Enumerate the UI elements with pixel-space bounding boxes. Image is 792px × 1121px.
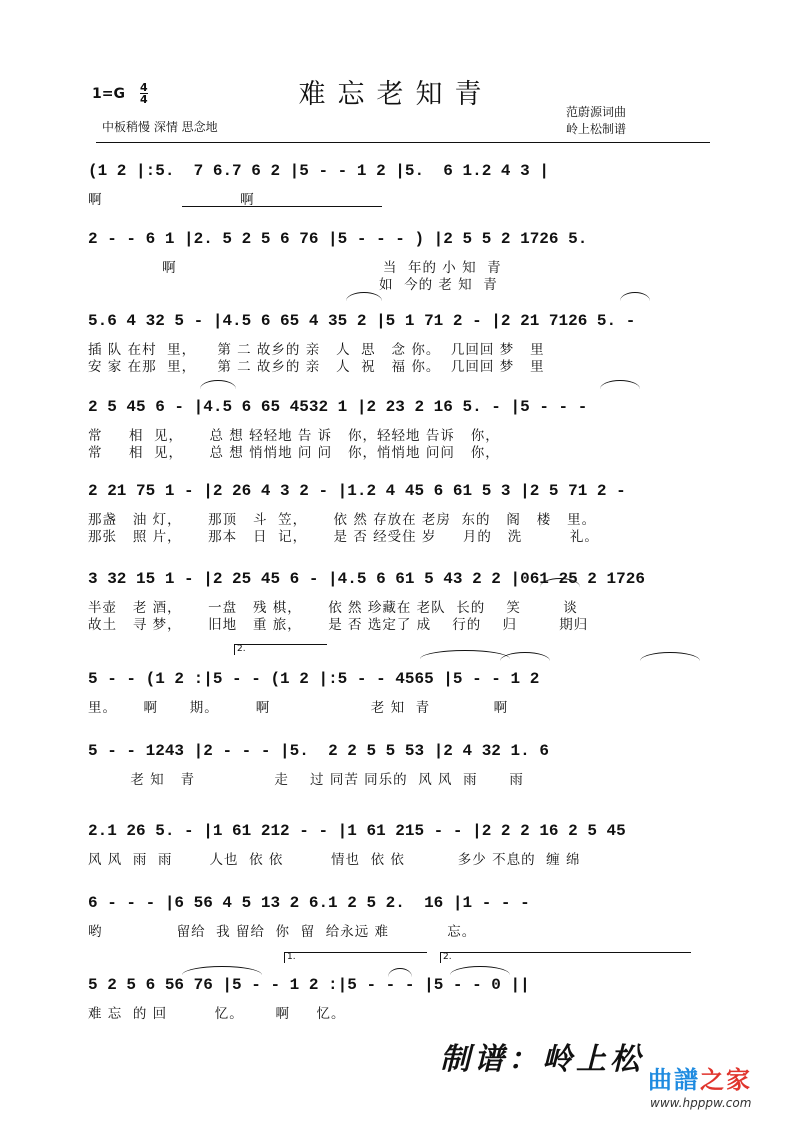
lyric-line: 里。 啊 期。 啊 老 知 青 啊 — [88, 700, 509, 716]
measure: :5. 7 6.7 6 2 — [145, 162, 290, 180]
measure: 5 2 5 6 56 76 — [88, 976, 223, 994]
measure: (1 2 — [88, 162, 137, 180]
lyric-line: 那张 照 片， 那本 日 记， 是 否 经受住 岁 月的 洗 礼。 — [88, 529, 599, 545]
measure: 5 - - (1 2 — [212, 670, 319, 688]
barline: | — [328, 230, 338, 248]
barline: | — [424, 976, 434, 994]
barline: | — [164, 894, 175, 912]
measure: 2 26 4 3 2 - — [212, 482, 338, 500]
barline: | — [222, 976, 233, 994]
song-title: 难忘老知青 — [298, 79, 494, 110]
logo-part2: 之家 — [700, 1066, 752, 1094]
barline: | — [184, 230, 194, 248]
barline: | — [510, 976, 521, 994]
volta-second-ending: 2. — [440, 952, 691, 963]
barline: | — [539, 162, 549, 180]
measure: 5. 6 1.2 4 3 — [404, 162, 540, 180]
lyric-line: 难 忘 的 回 忆。 啊 忆。 — [88, 1006, 346, 1022]
barline: | — [280, 742, 290, 760]
barline: | — [289, 162, 300, 180]
meter-bottom: 4 — [140, 93, 148, 106]
barline: | — [433, 230, 444, 248]
barline: | — [337, 482, 348, 500]
measure: 5 - - 1 2 — [299, 162, 396, 180]
measure: 2 21 75 1 - — [88, 482, 204, 500]
measure: 6 56 4 5 13 2 6.1 2 5 2. 16 — [174, 894, 453, 912]
lyric-line: 插 队 在村 里， 第 二 故乡的 亲 人 思 念 你。 几回回 梦 里 — [88, 342, 545, 358]
measure: 2 2 2 16 2 5 45 — [481, 822, 626, 840]
lyric-line: 故土 寻 梦， 旧地 重 旅， 是 否 选定了 成 行的 归 期归 — [88, 617, 589, 633]
repeat-bracket — [96, 142, 710, 143]
notation-row — [88, 818, 708, 844]
measure: :5 - - 4565 — [328, 670, 444, 688]
lyric-line: 常 相 见， 总 想 悄悄地 问 问 你，悄悄地 问问 你， — [88, 445, 500, 461]
measure: 5 - - 1 2 : — [232, 976, 338, 994]
watermark-url: www.hpppw.com — [650, 1096, 752, 1110]
measure: 2 - - 6 1 — [88, 230, 185, 248]
measure: 5 - - - — [520, 398, 588, 416]
measure: 1 61 212 - - — [212, 822, 338, 840]
slur-mark — [182, 966, 262, 975]
measure: 5 - - 0 — [433, 976, 511, 994]
measure: 3 32 15 1 - — [88, 570, 204, 588]
barline: | — [337, 822, 348, 840]
notation-row — [88, 738, 708, 764]
barline: | — [193, 742, 204, 760]
slur-mark — [388, 968, 412, 977]
barline: | — [193, 398, 204, 416]
notation-row — [88, 566, 708, 592]
measure: 5 - - (1 2 : — [88, 670, 204, 688]
time-signature — [140, 82, 148, 105]
measure: 2 25 45 6 - — [212, 570, 329, 588]
measure: 1 - - - — [462, 894, 530, 912]
slur-mark — [500, 652, 550, 661]
barline: | — [520, 482, 530, 500]
barline: | — [356, 398, 367, 416]
measure: 4.5 6 65 4 35 2 — [222, 312, 377, 330]
barline: | — [136, 162, 146, 180]
barline: | — [520, 976, 530, 994]
measure: 5. 2 2 5 5 53 — [289, 742, 434, 760]
measure: 5 1 71 2 - — [385, 312, 492, 330]
arranger-signature: 制谱：岭上松 — [440, 1042, 644, 1077]
barline: | — [203, 670, 213, 688]
measure: 2 5 71 2 - — [529, 482, 626, 500]
measure: 061 25 2 1726 — [520, 570, 645, 588]
logo-part1: 曲譜 — [648, 1066, 700, 1094]
barline: | — [443, 670, 453, 688]
slur-mark — [620, 292, 650, 301]
credits — [566, 104, 626, 138]
lyric-line: 半壶 老 酒， 一盘 残 棋， 依 然 珍藏在 老队 长的 笑 谈 — [88, 600, 578, 616]
tempo-marking: 中板稍慢 深情 思念地 — [102, 120, 218, 134]
measure: 2. 5 2 5 6 76 — [193, 230, 329, 248]
measure: 2 5 45 6 - — [88, 398, 194, 416]
measure: 1 61 215 - - — [347, 822, 473, 840]
arranger: 岭上松制谱 — [566, 122, 627, 136]
measure: 4.5 6 65 4532 1 — [203, 398, 357, 416]
slur-mark — [200, 380, 236, 389]
measure: 5 - - - ) — [337, 230, 434, 248]
watermark-logo — [648, 1060, 752, 1095]
barline: | — [203, 822, 213, 840]
lyricist-composer: 范蔚源词曲 — [566, 105, 627, 119]
notation-row — [88, 478, 708, 504]
barline: | — [318, 670, 329, 688]
measure: 5 - - 1 2 — [452, 670, 540, 688]
slur-mark — [600, 380, 640, 389]
measure: 1.2 4 45 6 61 5 3 — [347, 482, 521, 500]
barline: | — [510, 570, 521, 588]
measure: 5.6 4 32 5 - — [88, 312, 213, 330]
measure: 6 - - - — [88, 894, 165, 912]
barline: | — [510, 398, 521, 416]
measure: 4.5 6 61 5 43 2 2 — [337, 570, 511, 588]
barline: | — [433, 742, 444, 760]
lyric-line: 风 风 雨 雨 人也 依 依 情也 依 依 多少 不息的 缠 绵 — [88, 852, 581, 868]
notation-row — [88, 890, 708, 916]
lyric-line: 啊 当 年的 小 知 青 — [88, 260, 502, 276]
volta-second-ending: 2. — [234, 644, 327, 655]
barline: | — [472, 822, 482, 840]
slur-mark — [420, 650, 510, 659]
slur-mark — [640, 652, 700, 661]
notation-row — [88, 158, 708, 184]
slur-mark — [346, 292, 382, 301]
measure: 5 - - 1243 — [88, 742, 194, 760]
barline: | — [395, 162, 405, 180]
lyric-line: 哟 留给 我 留给 你 留 给永远 难 忘。 — [88, 924, 477, 940]
slur-mark — [450, 966, 510, 975]
measure: 2 5 5 2 1726 5. — [443, 230, 588, 248]
notation-row — [88, 666, 708, 692]
notation-row — [88, 394, 708, 420]
measure: 2 - - - — [203, 742, 281, 760]
barline: | — [212, 312, 223, 330]
measure: 2 23 2 16 5. - — [366, 398, 511, 416]
lyric-line: 老 知 青 走 过 同苦 同乐的 风 风 雨 雨 — [88, 772, 524, 788]
notation-row — [88, 226, 708, 252]
measure: 2.1 26 5. - — [88, 822, 204, 840]
measure: 2 4 32 1. 6 — [443, 742, 549, 760]
lyric-line: 那盏 油 灯， 那顶 斗 笠， 依 然 存放在 老房 东的 阁 楼 里。 — [88, 512, 597, 528]
barline: | — [203, 570, 213, 588]
volta-first-ending: 1. — [284, 952, 427, 963]
barline: | — [452, 894, 463, 912]
lyric-line: 如 今的 老 知 青 — [88, 277, 498, 293]
lyric-line: 啊 啊 — [88, 192, 255, 208]
notation-row — [88, 308, 708, 334]
barline: | — [337, 976, 348, 994]
barline: | — [328, 570, 338, 588]
barline: | — [491, 312, 501, 330]
barline: | — [203, 482, 213, 500]
measure: 2 21 7126 5. - — [500, 312, 636, 330]
barline: | — [376, 312, 386, 330]
lyric-line: 安 家 在那 里， 第 二 故乡的 亲 人 祝 福 你。 几回回 梦 里 — [88, 359, 545, 375]
measure: 5 - - - — [347, 976, 425, 994]
meter-top: 4 — [140, 81, 148, 94]
key-signature: 1=G — [92, 86, 125, 102]
lyric-line: 常 相 见， 总 想 轻轻地 告 诉 你，轻轻地 告诉 你， — [88, 428, 500, 444]
